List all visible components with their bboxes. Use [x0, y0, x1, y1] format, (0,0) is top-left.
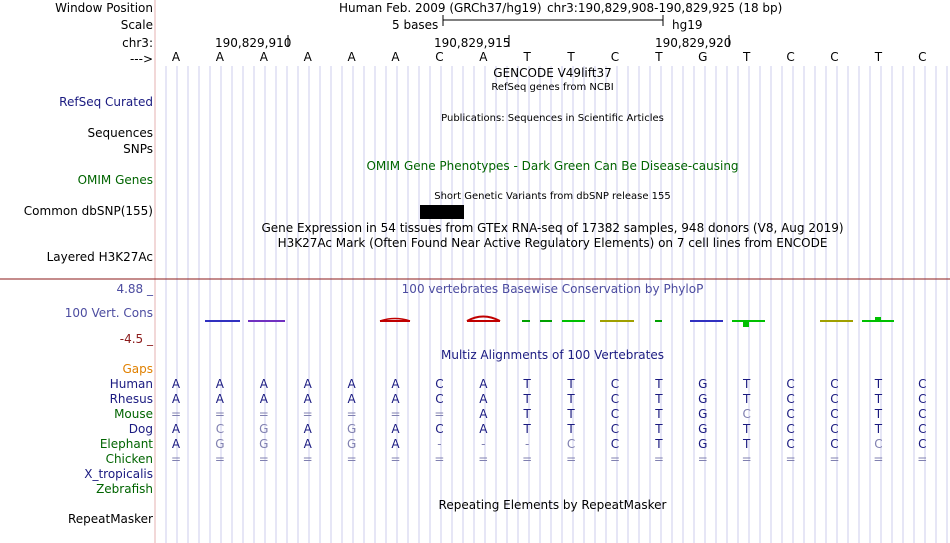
alignment-base: C	[215, 422, 225, 436]
alignment-base: G	[215, 437, 225, 451]
coord-tick-label: 190,829,920	[655, 36, 732, 50]
position-readout: chr3:190,829,908-190,829,925 (18 bp)	[547, 1, 783, 15]
alignment-base: T	[874, 392, 883, 406]
dbsnp-feature	[420, 205, 464, 219]
omim-track-title[interactable]: OMIM Gene Phenotypes - Dark Green Can Be Disease-causing	[366, 159, 739, 173]
species-label-rhesus[interactable]: Rhesus	[109, 392, 153, 406]
species-label-zebrafish[interactable]: Zebrafish	[96, 482, 153, 496]
alignment-base: =	[434, 407, 445, 421]
alignment-base: C	[918, 422, 927, 436]
gencode-track-title[interactable]: GENCODE V49lift37	[493, 66, 612, 80]
alignment-base: A	[347, 392, 356, 406]
chrom-label: chr3:	[122, 36, 153, 50]
alignment-base: A	[303, 377, 312, 391]
alignment-base: =	[653, 452, 664, 466]
reference-base: C	[786, 50, 795, 64]
alignment-base: C	[786, 422, 795, 436]
alignment-base: A	[215, 392, 224, 406]
phylop-bar	[875, 317, 881, 321]
phylop-bar	[732, 320, 765, 322]
species-label-chicken[interactable]: Chicken	[105, 452, 153, 466]
h3k27ac-track-title[interactable]: H3K27Ac Mark (Often Found Near Active Regulatory Elements) on 7 cell lines from ENCODE	[277, 236, 828, 250]
alignment-base: T	[743, 392, 751, 406]
alignment-base: G	[346, 422, 357, 436]
reference-base: C	[435, 50, 444, 64]
alignment-base: C	[830, 407, 839, 421]
alignment-base: T	[655, 377, 663, 391]
reference-base: A	[171, 50, 181, 64]
alignment-base: -	[481, 437, 486, 451]
phylop-bar	[600, 320, 634, 322]
reference-base: A	[479, 50, 488, 64]
alignment-base: =	[214, 407, 225, 421]
alignment-base: T	[655, 422, 663, 436]
alignment-base: G	[698, 422, 708, 436]
reference-base: C	[918, 50, 927, 64]
species-label-human[interactable]: Human	[109, 377, 153, 391]
reference-base: T	[523, 50, 531, 64]
reference-base: T	[743, 50, 751, 64]
alignment-base: T	[523, 422, 531, 436]
alignment-base: =	[434, 452, 445, 466]
phylop-min-label: -4.5 _	[119, 332, 153, 346]
alignment-base: G	[698, 377, 708, 391]
alignment-base: C	[786, 392, 795, 406]
alignment-base: T	[567, 407, 575, 421]
alignment-base: G	[698, 407, 708, 421]
alignment-base: C	[435, 392, 444, 406]
alignment-base: =	[214, 452, 225, 466]
alignment-base: C	[610, 407, 620, 421]
reference-base: T	[655, 50, 663, 64]
alignment-base: -	[525, 437, 530, 451]
alignment-base: T	[567, 392, 575, 406]
reference-base: A	[391, 50, 400, 64]
snps-label[interactable]: SNPs	[123, 142, 153, 156]
alignment-base: G	[698, 392, 708, 406]
alignment-base: C	[830, 377, 839, 391]
h3k27ac-label[interactable]: Layered H3K27Ac	[46, 250, 153, 264]
species-label-x_tropicalis[interactable]: X_tropicalis	[84, 467, 153, 481]
alignment-base: C	[830, 437, 839, 451]
alignment-base: G	[259, 437, 269, 451]
alignment-base: T	[874, 377, 883, 391]
alignment-base: =	[390, 407, 401, 421]
alignment-base: A	[347, 377, 356, 391]
alignment-base: =	[302, 452, 313, 466]
alignment-base: A	[171, 377, 181, 391]
alignment-base: T	[655, 392, 663, 406]
alignment-base: =	[170, 407, 182, 421]
alignment-base: =	[258, 452, 269, 466]
reference-base: A	[303, 50, 312, 64]
alignment-base: T	[743, 377, 751, 391]
alignment-base: A	[391, 422, 400, 436]
alignment-base: T	[567, 377, 575, 391]
alignment-base: A	[259, 392, 268, 406]
alignment-base: =	[522, 452, 533, 466]
phylop-track-title[interactable]: 100 vertebrates Basewise Conservation by PhyloP	[401, 282, 704, 296]
alignment-base: C	[610, 422, 620, 436]
sequences-label[interactable]: Sequences	[87, 126, 153, 140]
strand-label: --->	[129, 52, 153, 66]
alignment-base: =	[170, 452, 182, 466]
alignment-base: C	[918, 377, 927, 391]
reference-base: A	[347, 50, 356, 64]
alignment-base: =	[609, 452, 621, 466]
alignment-base: T	[655, 437, 663, 451]
window-position-label: Window Position	[55, 1, 153, 15]
phylop-bar	[690, 320, 723, 322]
alignment-base: A	[391, 377, 400, 391]
species-label-elephant[interactable]: Elephant	[99, 437, 153, 451]
reference-base: T	[874, 50, 883, 64]
species-label-dog[interactable]: Dog	[128, 422, 153, 436]
scale-db: hg19	[672, 18, 703, 32]
alignment-base: =	[741, 452, 752, 466]
gtex-track-title[interactable]: Gene Expression in 54 tissues from GTEx RNA-seq of 17382 samples, 948 donors (V8, Aug 2019)	[261, 221, 844, 235]
alignment-base: C	[435, 422, 444, 436]
phylop-bar	[540, 320, 552, 322]
gaps-label[interactable]: Gaps	[122, 362, 153, 376]
reference-base: A	[259, 50, 268, 64]
phylop-bar	[655, 320, 662, 322]
phylop-bar	[467, 320, 500, 322]
reference-base: C	[610, 50, 620, 64]
alignment-base: A	[391, 437, 400, 451]
alignment-base: A	[259, 377, 268, 391]
reference-base: A	[215, 50, 224, 64]
alignment-base: A	[479, 377, 488, 391]
alignment-base: C	[918, 437, 927, 451]
alignment-base: A	[303, 437, 312, 451]
phylop-bar	[820, 320, 853, 322]
dbsnp-label[interactable]: Common dbSNP(155)	[23, 204, 153, 218]
alignment-base: =	[917, 452, 928, 466]
alignment-base: C	[610, 437, 620, 451]
alignment-base: A	[215, 377, 224, 391]
alignment-base: C	[610, 392, 620, 406]
alignment-base: T	[523, 377, 531, 391]
alignment-base: C	[742, 407, 751, 421]
alignment-base: T	[874, 422, 883, 436]
alignment-base: A	[479, 422, 488, 436]
phylop-bar	[248, 320, 285, 322]
alignment-base: A	[479, 407, 488, 421]
repeatmasker-label[interactable]: RepeatMasker	[67, 512, 153, 526]
alignment-base: =	[829, 452, 840, 466]
alignment-base: A	[391, 392, 400, 406]
scale-text: 5 bases	[392, 18, 439, 32]
alignment-base: T	[523, 407, 531, 421]
alignment-base: =	[346, 407, 357, 421]
alignment-base: A	[479, 392, 488, 406]
coord-tick-label: 190,829,910	[215, 36, 292, 50]
publications-track-title[interactable]: Publications: Sequences in Scientific Articles	[441, 113, 664, 124]
alignment-base: T	[567, 422, 575, 436]
alignment-base: T	[523, 392, 531, 406]
alignment-base: C	[918, 407, 927, 421]
alignment-base: =	[258, 407, 269, 421]
alignment-base: C	[918, 392, 927, 406]
alignment-base: C	[786, 377, 795, 391]
coord-tick-label: 190,829,915	[434, 36, 511, 50]
reference-base: G	[698, 50, 708, 64]
alignment-base: =	[566, 452, 577, 466]
phylop-track-label[interactable]: 100 Vert. Cons	[64, 306, 153, 320]
alignment-base: =	[697, 452, 708, 466]
alignment-base: C	[786, 407, 795, 421]
refseq-curated-label[interactable]: RefSeq Curated	[59, 95, 153, 109]
refseq-track-subtitle[interactable]: RefSeq genes from NCBI	[491, 82, 614, 93]
alignment-base: G	[346, 437, 357, 451]
alignment-base: T	[874, 407, 883, 421]
alignment-base: C	[786, 437, 795, 451]
alignment-base: =	[302, 407, 313, 421]
alignment-base: C	[610, 377, 620, 391]
alignment-base: T	[743, 437, 751, 451]
alignment-base: A	[171, 392, 181, 406]
alignment-base: G	[259, 422, 269, 436]
omim-genes-label[interactable]: OMIM Genes	[77, 173, 153, 187]
alignment-base: C	[566, 437, 576, 451]
alignment-base: C	[435, 377, 444, 391]
alignment-base: T	[655, 407, 663, 421]
phylop-bar	[743, 322, 749, 327]
assembly-name: Human Feb. 2009 (GRCh37/hg19)	[339, 1, 542, 15]
repeatmasker-track-title[interactable]: Repeating Elements by RepeatMasker	[438, 498, 667, 512]
phylop-bar	[522, 320, 530, 322]
multiz-track-title[interactable]: Multiz Alignments of 100 Vertebrates	[440, 348, 665, 362]
alignment-base: A	[171, 437, 181, 451]
alignment-base: =	[390, 452, 401, 466]
phylop-max-label: 4.88 _	[116, 282, 153, 296]
alignment-base: =	[785, 452, 796, 466]
alignment-base: C	[874, 437, 883, 451]
alignment-base: A	[303, 422, 312, 436]
dbsnp-track-title[interactable]: Short Genetic Variants from dbSNP release 155	[434, 191, 671, 202]
alignment-base: C	[830, 392, 839, 406]
alignment-base: =	[478, 452, 489, 466]
scale-label: Scale	[120, 18, 153, 32]
alignment-base: A	[303, 392, 312, 406]
alignment-base: -	[437, 437, 442, 451]
species-label-mouse[interactable]: Mouse	[114, 407, 153, 421]
alignment-base: C	[830, 422, 839, 436]
alignment-base: G	[698, 437, 708, 451]
alignment-base: =	[346, 452, 357, 466]
reference-base: C	[830, 50, 839, 64]
reference-base: T	[567, 50, 575, 64]
alignment-base: T	[743, 422, 751, 436]
alignment-base: A	[171, 422, 181, 436]
alignment-base: =	[873, 452, 884, 466]
phylop-bar	[205, 320, 240, 322]
phylop-bar	[562, 320, 585, 322]
